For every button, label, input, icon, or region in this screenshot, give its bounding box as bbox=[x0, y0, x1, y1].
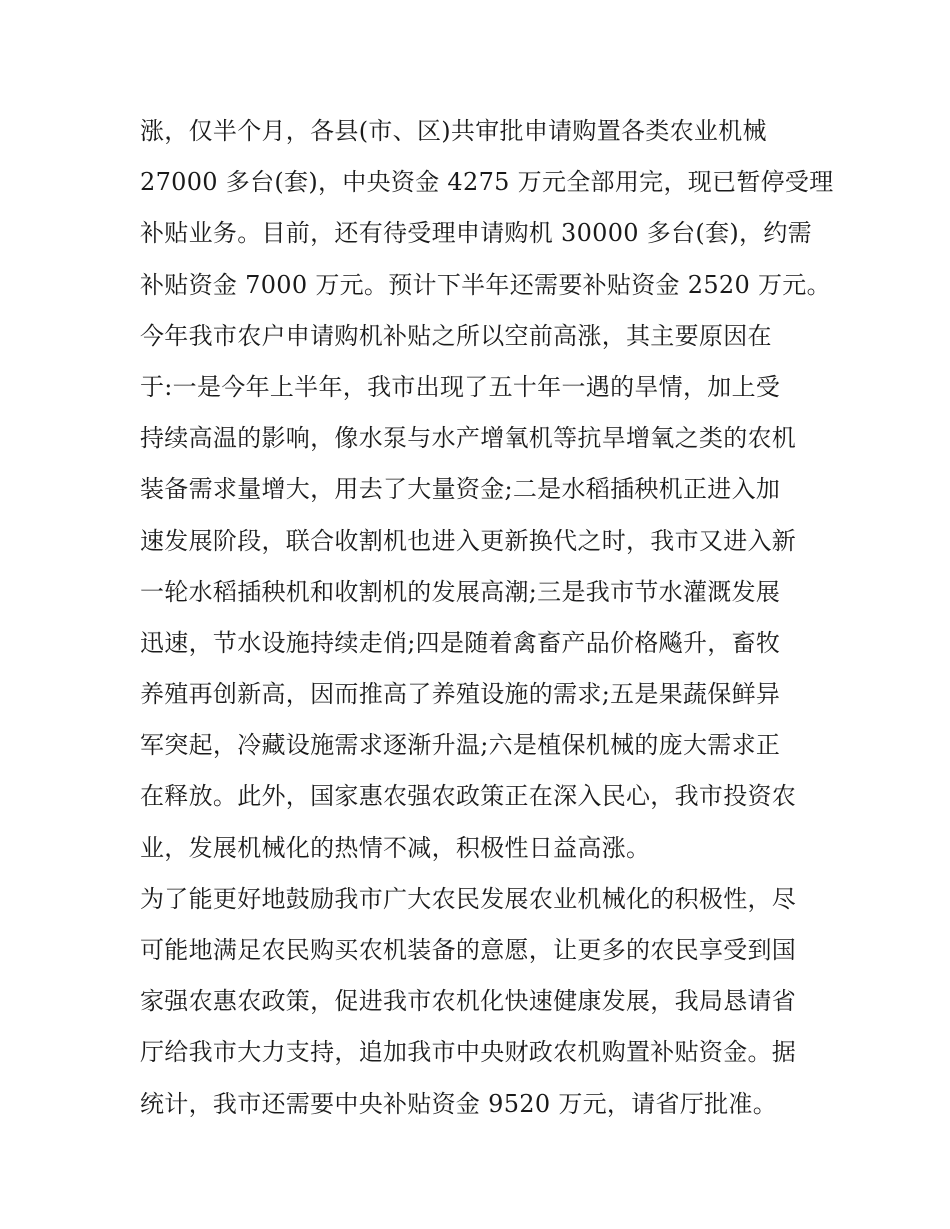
text-line: 为了能更好地鼓励我市广大农民发展农业机械化的积极性，尽 bbox=[140, 884, 797, 913]
body-text bbox=[140, 106, 834, 1130]
text-line: 涨，仅半个月，各县(市、区)共审批申请购置各类农业机械 bbox=[140, 117, 767, 145]
text-line: 厅给我市大力支持，追加我市中央财政农机购置补贴资金。据 bbox=[140, 1038, 797, 1067]
text-line: 于:一是今年上半年，我市出现了五十年一遇的旱情，加上受 bbox=[140, 372, 781, 401]
text-line: 装备需求量增大，用去了大量资金;二是水稻插秧机正进入加 bbox=[140, 475, 781, 504]
text-line: 补贴业务。目前，还有待受理申请购机 30000 多台(套)，约需 bbox=[140, 219, 812, 248]
text-line: 可能地满足农民购买农机装备的意愿，让更多的农民享受到国 bbox=[140, 936, 797, 964]
text-line: 迅速，节水设施持续走俏;四是随着禽畜产品价格飚升，畜牧 bbox=[140, 628, 781, 657]
text-line: 持续高温的影响，像水泵与水产增氧机等抗旱增氧之类的农机 bbox=[140, 424, 797, 453]
text-line: 统计，我市还需要中央补贴资金 9520 万元，请省厅批准。 bbox=[140, 1089, 778, 1118]
text-line: 补贴资金 7000 万元。预计下半年还需要补贴资金 2520 万元。 bbox=[140, 270, 831, 299]
text-line: 养殖再创新高，因而推高了养殖设施的需求;五是果蔬保鲜异 bbox=[140, 680, 781, 709]
text-line: 军突起，冷藏设施需求逐渐升温;六是植保机械的庞大需求正 bbox=[140, 731, 781, 760]
text-line: 今年我市农户申请购机补贴之所以空前高涨，其主要原因在 bbox=[140, 321, 772, 350]
text-line: 速发展阶段，联合收割机也进入更新换代之时，我市又进入新 bbox=[140, 526, 797, 555]
text-line: 业，发展机械化的热情不减，积极性日益高涨。 bbox=[140, 833, 651, 862]
text-line: 在释放。此外，国家惠农强农政策正在深入民心，我市投资农 bbox=[140, 782, 797, 811]
text-line: 27000 多台(套)，中央资金 4275 万元全部用完，现已暂停受理 bbox=[140, 168, 834, 197]
text-line: 家强农惠农政策，促进我市农机化快速健康发展，我局恳请省 bbox=[140, 987, 797, 1016]
text-line: 一轮水稻插秧机和收割机的发展高潮;三是我市节水灌溉发展 bbox=[140, 577, 781, 606]
